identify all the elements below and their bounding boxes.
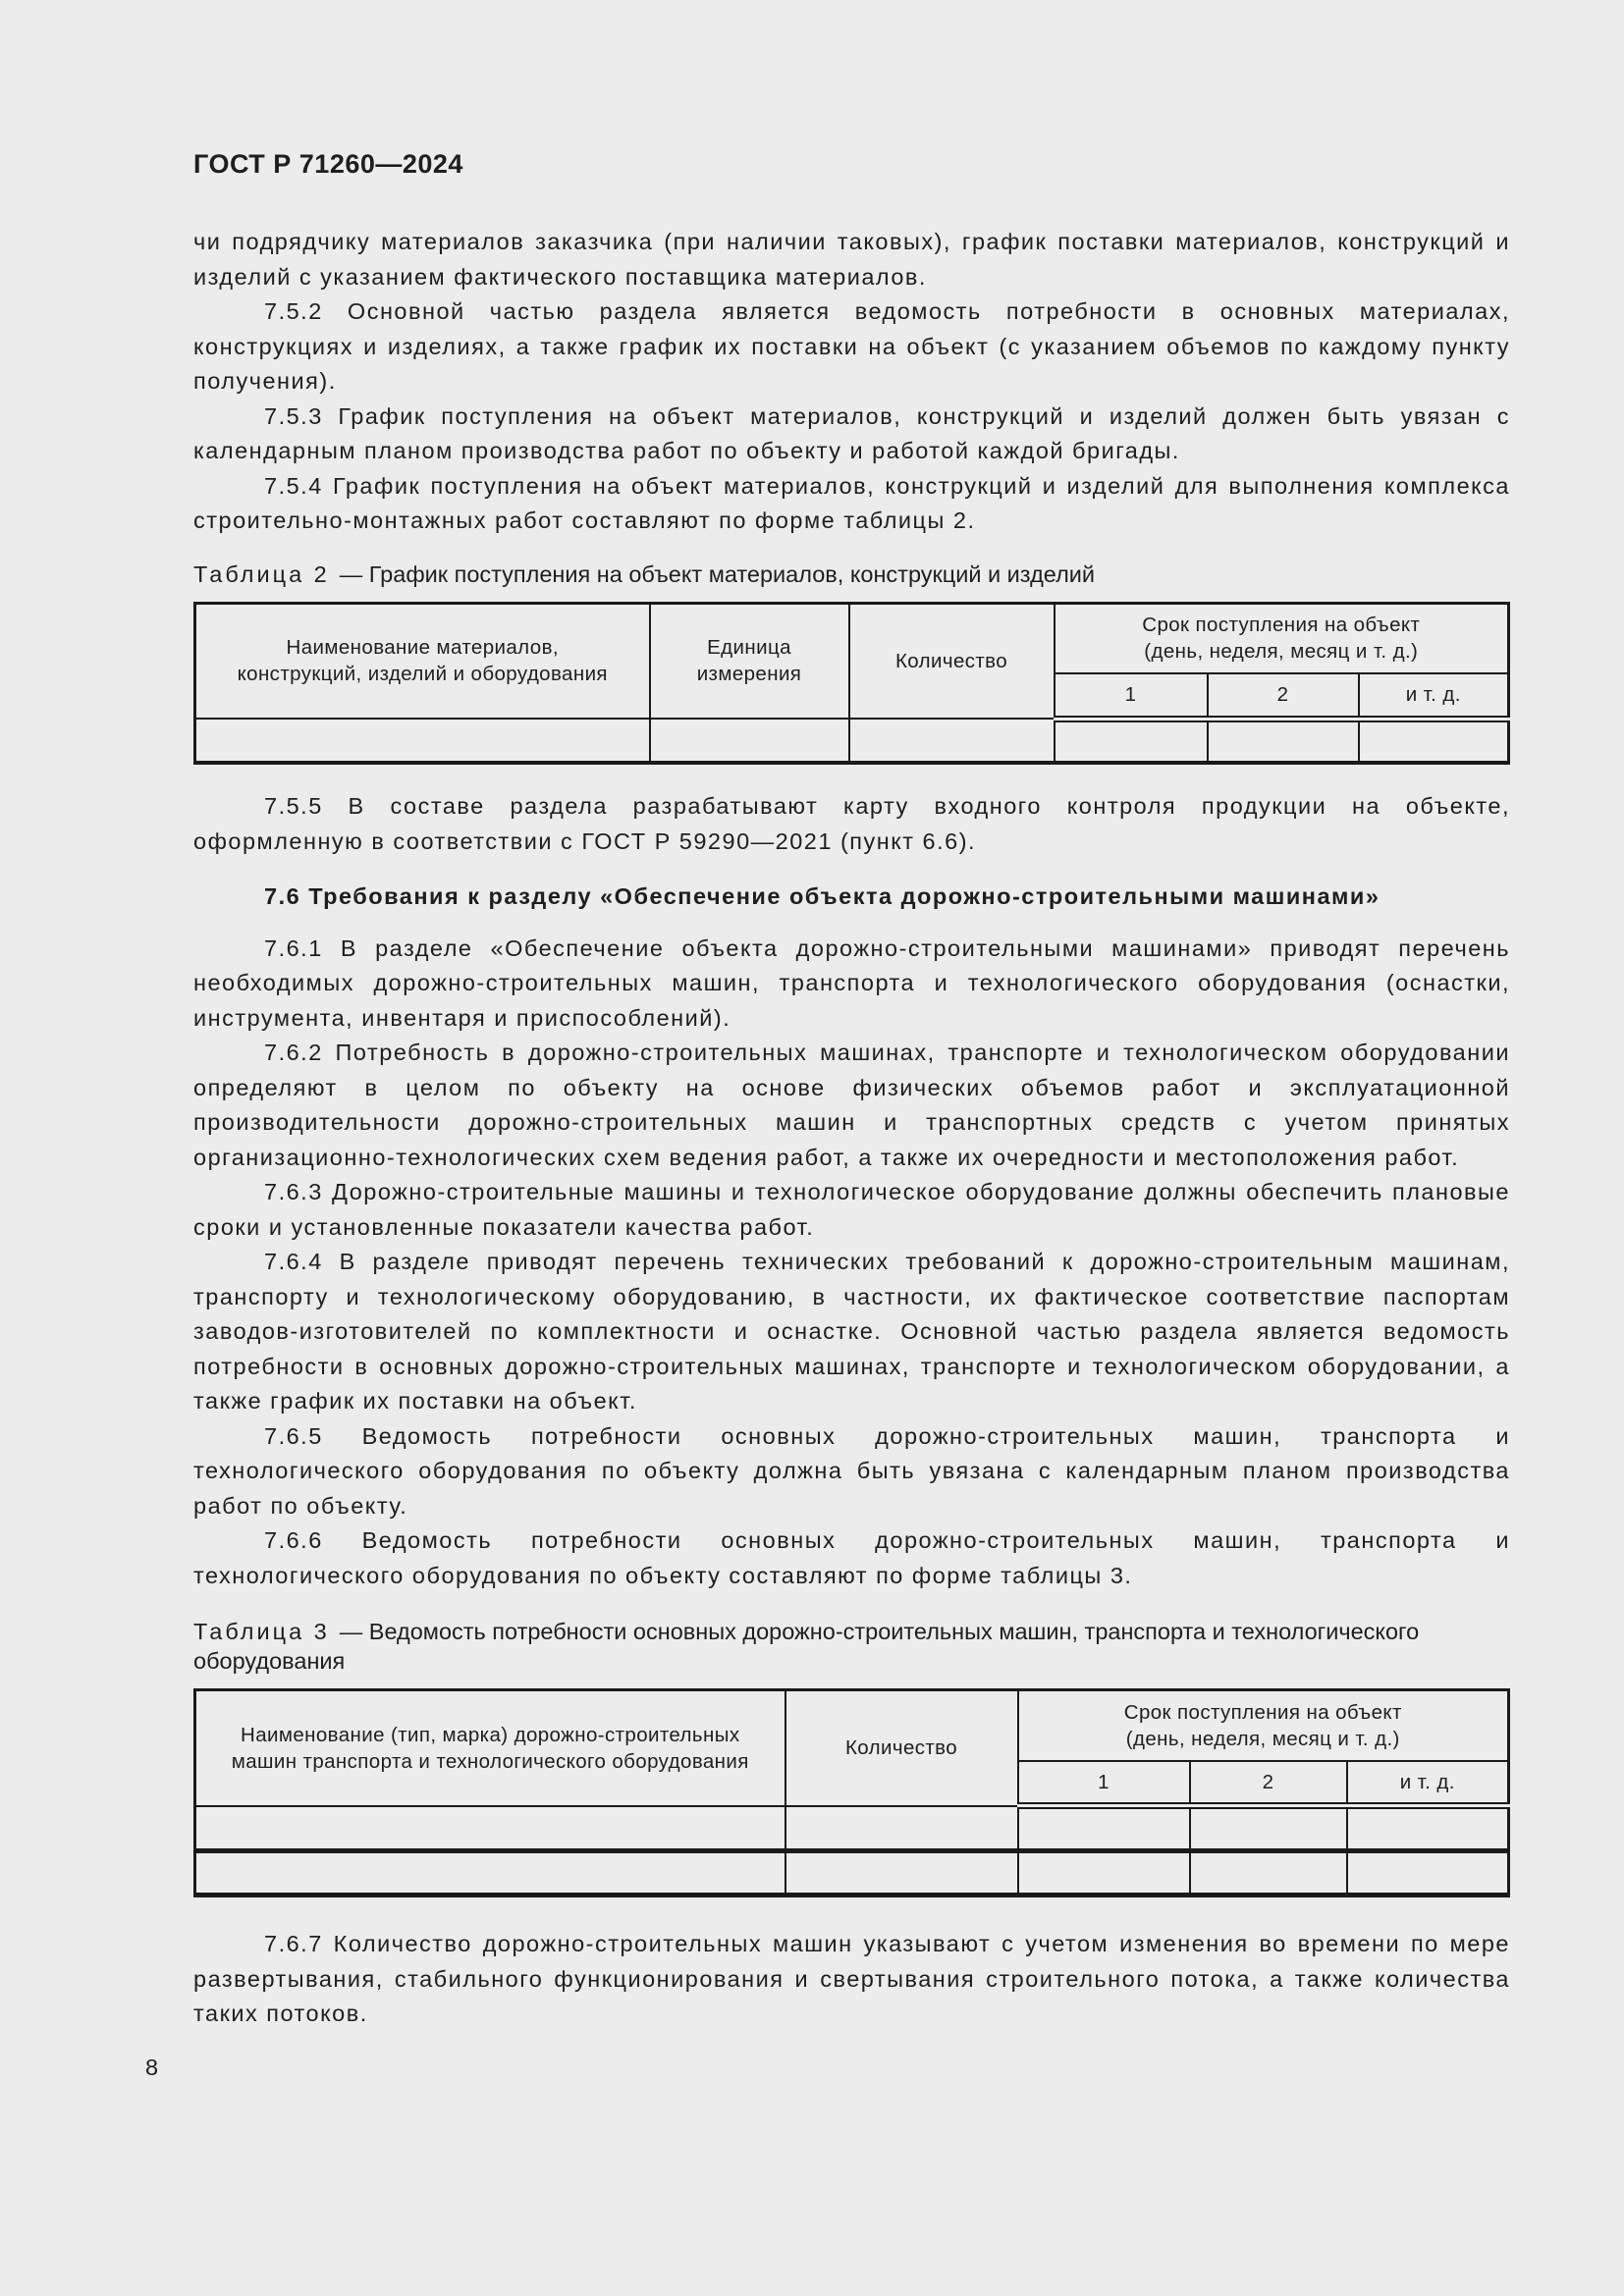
empty-cell <box>1347 1851 1509 1896</box>
empty-cell <box>1190 1851 1347 1896</box>
running-header: ГОСТ Р 71260—2024 <box>193 149 463 179</box>
section-heading-76: 7.6 Требования к разделу «Обеспечение объекта дорожно-строительными машинами» <box>264 883 1380 909</box>
table2-caption <box>193 560 1510 589</box>
column-subheader-period-etc: и т. д. <box>1347 1761 1509 1806</box>
column-header-term-line1: Срок поступления на объект <box>1123 1700 1402 1724</box>
column-subheader-period-1: 1 <box>1055 673 1208 719</box>
column-header-term-group <box>1018 1690 1509 1761</box>
column-header-quantity: Количество <box>849 603 1055 719</box>
empty-cell <box>785 1851 1018 1896</box>
table3-caption-text: — Ведомость потребности основных дорожно-строительных машин, транспорта и технологического оборудования <box>193 1619 1420 1674</box>
page-number: 8 <box>145 2054 160 2080</box>
column-header-term-line2: (день, неделя, месяц и т. д.) <box>1144 640 1419 664</box>
empty-cell <box>195 719 650 763</box>
empty-cell <box>1018 1851 1190 1896</box>
empty-cell <box>1018 1806 1190 1851</box>
column-header-term-line2: (день, неделя, месяц и т. д.) <box>1125 1727 1400 1750</box>
column-subheader-period-2: 2 <box>1190 1761 1347 1806</box>
paragraph-751-continuation: чи подрядчику материалов заказчика (при наличии таковых), график поставки материалов, конструкций и изделий с указанием фактического поставщика материалов. <box>193 229 1510 290</box>
paragraph-763: 7.6.3 Дорожно-строительные машины и технологическое оборудование должны обеспечить плановые сроки и установленные показатели качества работ. <box>193 1179 1510 1240</box>
column-header-unit-line2: измерения <box>696 663 802 686</box>
empty-cell <box>785 1806 1018 1851</box>
column-subheader-period-1: 1 <box>1018 1761 1190 1806</box>
paragraph-754: 7.5.4 График поступления на объект материалов, конструкций и изделий для выполнения комплекса строительно-монтажных работ составляют по форме таблицы 2. <box>193 472 1510 533</box>
paragraph-752: 7.5.2 Основной частью раздела является ведомость потребности в основных материалах, конструкциях и изделиях, а также график их поставки на объект (с указанием объемов по каждому пункту получения). <box>193 298 1510 394</box>
column-header-unit-line1: Единица <box>707 636 791 660</box>
paragraph-755: 7.5.5 В составе раздела разрабатывают карту входного контроля продукции на объекте, оформленную в соответствии с ГОСТ Р 59290—2021 (пункт 6.6). <box>193 793 1510 854</box>
paragraph-766: 7.6.6 Ведомость потребности основных дорожно-строительных машин, транспорта и технологического оборудования по объекту составляют по форме таблицы 3. <box>193 1527 1510 1588</box>
paragraph-761: 7.6.1 В разделе «Обеспечение объекта дорожно-строительными машинами» приводят перечень необходимых дорожно-строительных машин, транспорта и технологического оборудования (оснастки, инструмента, инвентаря и приспособлений). <box>193 934 1510 1031</box>
table2-caption-label: Таблица 2 <box>193 561 330 587</box>
empty-cell <box>1359 719 1509 763</box>
paragraph-767: 7.6.7 Количество дорожно-строительных машин указывают с учетом изменения во времени по мере развертывания, стабильного функционирования и свертывания строительного потока, а также количества таких потоков. <box>193 1931 1510 2026</box>
column-header-materials-name-line1: Наименование материалов, <box>286 636 559 660</box>
empty-cell <box>195 1851 785 1896</box>
materials-arrival-schedule-table <box>193 602 1510 766</box>
empty-cell <box>1347 1806 1509 1851</box>
paragraph-764: 7.6.4 В разделе приводят перечень технических требований к дорожно-строительным машинам, транспорту и технологическому оборудованию, в частности, их фактическое соответствие паспортам заводов-изготовителей по комплектности и оснастке. Основной частью раздела является ведомость потребности в основных дорожно-строительных машинах, транспорте и технологическом оборудовании, а также график их поставки на объект. <box>193 1249 1510 1414</box>
column-header-machines-name-line2: машин транспорта и технологического оборудования <box>231 1749 749 1773</box>
paragraph-765: 7.6.5 Ведомость потребности основных дорожно-строительных машин, транспорта и технологического оборудования по объекту должна быть увязана с календарным планом производства работ по объекту. <box>193 1422 1510 1519</box>
empty-cell <box>195 1806 785 1851</box>
column-subheader-period-2: 2 <box>1208 673 1359 719</box>
empty-cell <box>1055 719 1208 763</box>
empty-cell <box>1190 1806 1347 1851</box>
table3-caption <box>193 1617 1510 1676</box>
empty-cell <box>849 719 1055 763</box>
table2-caption-text: — График поступления на объект материалов, конструкций и изделий <box>339 561 1096 587</box>
column-subheader-period-etc: и т. д. <box>1359 673 1509 719</box>
column-header-machines-name-line1: Наименование (тип, марка) дорожно-строительных <box>240 1723 740 1746</box>
column-header-materials-name-line2: конструкций, изделий и оборудования <box>237 663 608 686</box>
column-header-term-line1: Срок поступления на объект <box>1142 614 1421 637</box>
column-header-machines-name <box>195 1690 785 1806</box>
empty-cell <box>1208 719 1359 763</box>
paragraph-753: 7.5.3 График поступления на объект материалов, конструкций и изделий должен быть увязан с календарным планом производства работ по объекту и работой каждой бригады. <box>193 402 1510 463</box>
page-content <box>145 148 1510 2082</box>
empty-cell <box>650 719 849 763</box>
table3-caption-label: Таблица 3 <box>193 1619 330 1644</box>
column-header-materials-name <box>195 603 650 719</box>
column-header-quantity: Количество <box>785 1690 1018 1806</box>
column-header-unit <box>650 603 849 719</box>
column-header-term-group <box>1055 603 1509 673</box>
paragraph-762: 7.6.2 Потребность в дорожно-строительных машинах, транспорте и технологическом оборудовании определяют в целом по объекту на основе физических объемов работ и эксплуатационной производительности дорожно-строительных машин и транспортных средств с учетом принятых организационно-технологических схем ведения работ, а также их очередности и местоположения работ. <box>193 1040 1510 1170</box>
machinery-demand-table <box>193 1688 1510 1897</box>
